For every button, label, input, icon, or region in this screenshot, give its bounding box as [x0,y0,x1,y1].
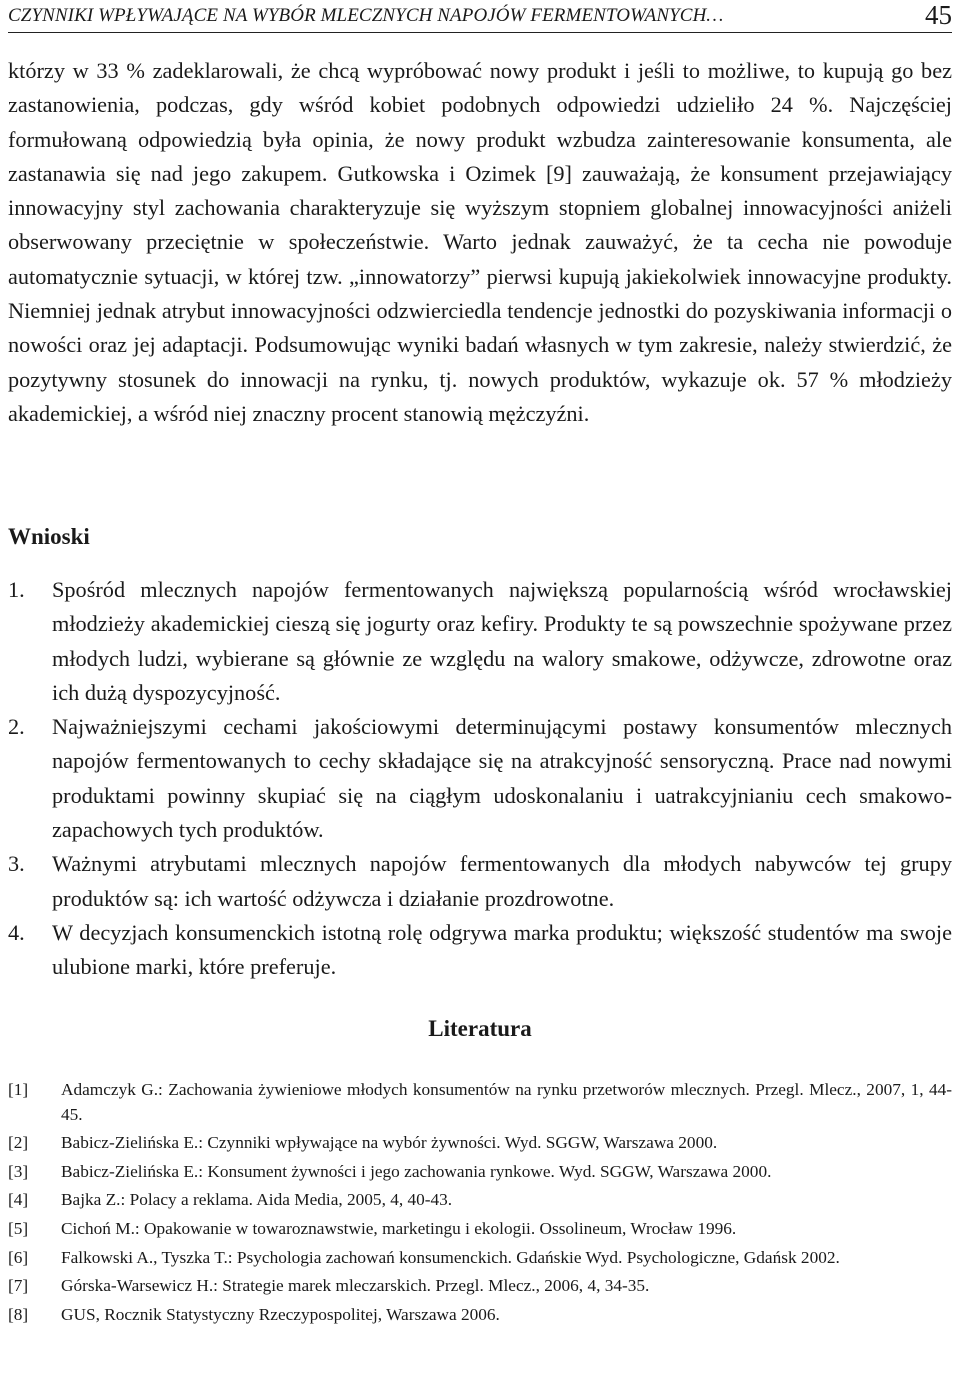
conclusion-text: Spośród mlecznych napojów fermentowanych największą popularnością wśród wrocławskiej młodzieży akademickiej cieszą się jogurty oraz kefiry. Produkty te są powszechnie spożywane przez młodych ludzi, wybierane są głównie ze względu na walory smakowe, odżywcze, zdrowotne oraz ich dużą dyspozycyjność. [52,577,952,705]
reference-number: [5] [8,1218,29,1238]
reference-number: [6] [8,1247,29,1267]
reference-number: [2] [8,1133,29,1153]
reference-item [8,1246,952,1271]
reference-text: Babicz-Zielińska E.: Czynniki wpływające na wybór żywności. Wyd. SGGW, Warszawa 2000. [61,1133,718,1153]
running-header-title: CZYNNIKI WPŁYWAJĄCE NA WYBÓR MLECZNYCH NAPOJÓW FERMENTOWANYCH… [8,5,724,26]
reference-item [8,1303,952,1328]
conclusion-text: Ważnymi atrybutami mlecznych napojów fermentowanych dla młodych nabywców tej grupy produktów są: ich wartość odżywcza i działanie prozdrowotne. [52,851,952,911]
reference-text: Bajka Z.: Polacy a reklama. Aida Media, 2005, 4, 40-43. [61,1190,453,1210]
reference-number: [1] [8,1080,29,1099]
page-number: 45 [925,0,952,30]
reference-text: Falkowski A., Tyszka T.: Psychologia zachowań konsumenckich. Gdańskie Wyd. Psychologiczne, Gdańsk 2002. [61,1247,840,1267]
body-paragraph: którzy w 33 % zadeklarowali, że chcą wypróbować nowy produkt i jeśli to możliwe, to kupują go bez zastanowienia, podczas, gdy wśród kobiet podobnych odpowiedzi udzieliło 24 %. Najczęściej formułowaną odpowiedzią była opinia, że nowy produkt wzbudza zainteresowanie konsumenta, ale zastanawia się nad jego zakupem. Gutkowska i Ozimek [9] zauważają, że konsument przejawiający innowacyjny styl zachowania charakteryzuje się wyższym stopniem globalnej innowacyjności aniżeli obserwowany przeciętnie w społeczeństwie. Warto jednak zauważyć, że ta cecha nie powoduje automatycznie sytuacji, w której tzw. „innowatorzy” pierwsi kupują jakiekolwiek innowacyjne produkty. Niemniej jednak atrybut innowacyjności odzwierciedla tendencje jednostki do pozyskiwania informacji o nowości oraz jej adaptacji. Podsumowując wyniki badań własnych w tym zakresie, należy stwierdzić, że pozytywny stosunek do innowacji na rynku, tj. nowych produktów, wykazuje ok. 57 % młodzieży akademickiej, a wśród niej znaczny procent stanowią mężczyźni. [8,58,952,426]
reference-item [8,1078,952,1127]
conclusion-number: 3. [8,851,25,877]
running-header [8,2,952,33]
reference-text: Adamczyk G.: Zachowania żywieniowe młodych konsumentów na rynku przetworów mlecznych. Przegl. Mlecz., 2007, 1, 44-45. [61,1080,952,1124]
reference-number: [8] [8,1304,29,1324]
reference-text: Babicz-Zielińska E.: Konsument żywności i jego zachowania rynkowe. Wyd. SGGW, Warszawa 2000. [61,1161,772,1181]
reference-item [8,1274,952,1299]
reference-item [8,1188,952,1213]
conclusion-item [8,710,952,847]
conclusion-item [8,916,952,985]
reference-item [8,1131,952,1156]
conclusions-heading: Wnioski [8,524,90,549]
literature-heading: Literatura [428,1016,532,1041]
reference-item [8,1160,952,1185]
reference-number: [7] [8,1276,29,1296]
reference-text: Cichoń M.: Opakowanie w towaroznawstwie, marketingu i ekologii. Ossolineum, Wrocław 1996. [61,1218,737,1238]
conclusions-list [8,573,952,985]
conclusion-text: W decyzjach konsumenckich istotną rolę odgrywa marka produktu; większość studentów ma swoje ulubione marki, które preferuje. [52,919,952,980]
references-list [8,1078,952,1331]
reference-item [8,1217,952,1242]
reference-text: Górska-Warsewicz H.: Strategie marek mleczarskich. Przegl. Mlecz., 2006, 4, 34-35. [61,1276,650,1296]
conclusion-number: 4. [8,919,25,945]
reference-number: [3] [8,1161,29,1181]
conclusion-item [8,573,952,710]
reference-text: GUS, Rocznik Statystyczny Rzeczypospolitej, Warszawa 2006. [61,1304,500,1324]
conclusion-text: Najważniejszymi cechami jakościowymi determinującymi postawy konsumentów mlecznych napojów fermentowanych to cechy składające się na atrakcyjność sensoryczną. Prace nad nowymi produktami powinny skupiać się na ciągłym udoskonalaniu i uatrakcyjnianiu cech smakowo-zapachowych tych produktów. [52,714,952,843]
conclusion-item [8,847,952,916]
reference-number: [4] [8,1190,29,1210]
conclusion-number: 1. [8,577,25,602]
conclusion-number: 2. [8,714,25,740]
